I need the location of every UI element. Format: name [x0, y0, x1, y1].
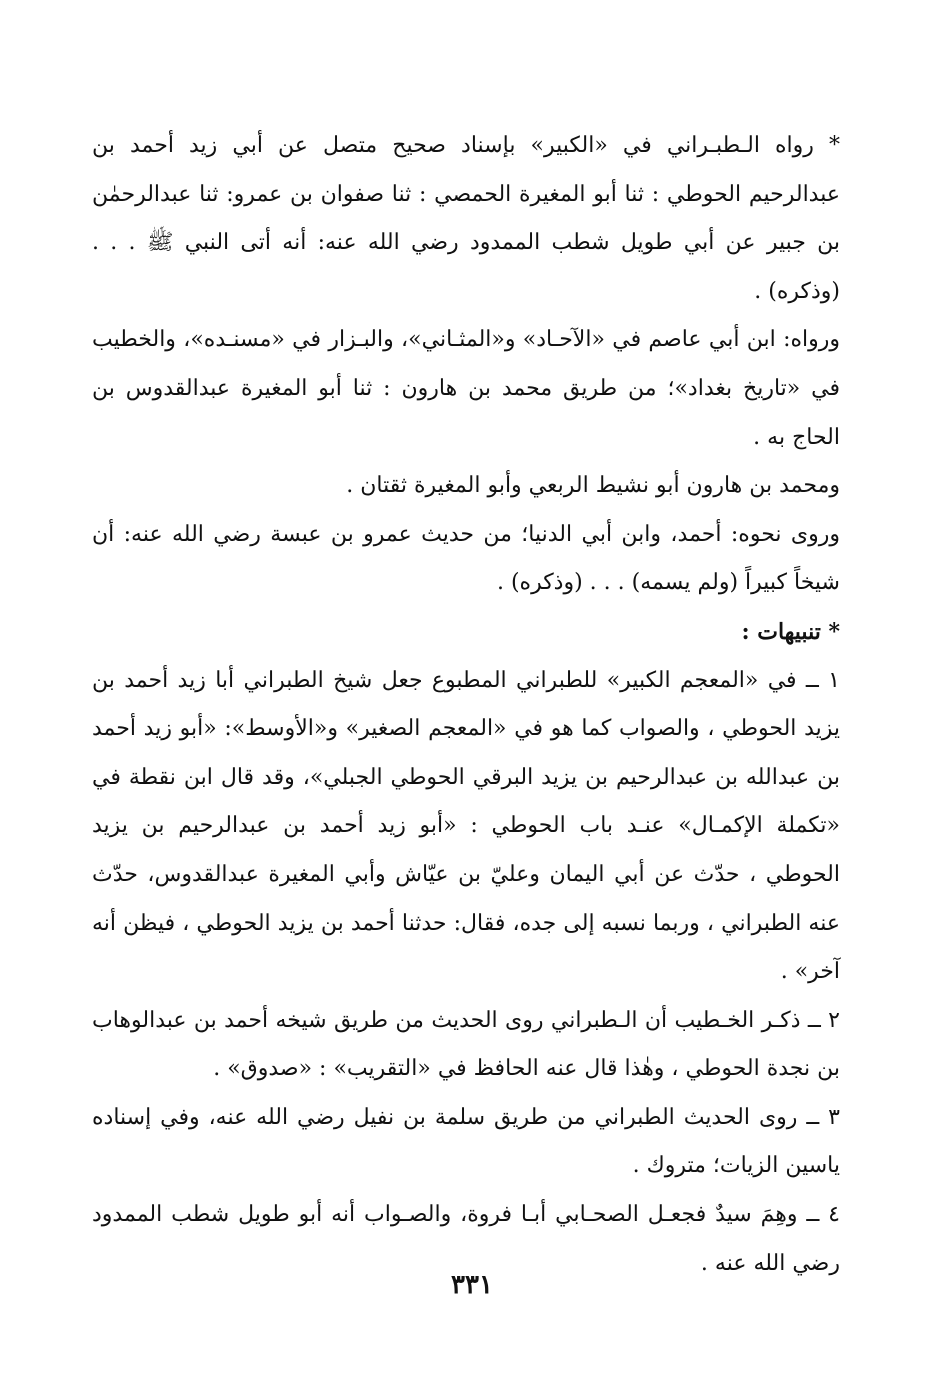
paragraph-other-narrators: ورواه: ابن أبي عاصم في «الآحـاد» و«المثـاني»، والبـزار في «مسنـده»، والخطيب في «تاريخ بغداد»؛ من طريق محمد بن هارون : ثنا أبو المغيرة عبدالقدوس بن الحاج به . [92, 327, 840, 450]
note-4: ٤ ــ وهِمَ سيدٌ فجعـل الصحـابي أبـا فروة، والصـواب أنه أبو طويل شطب الممدود رضي الله عنه . [92, 1202, 840, 1276]
page-body [92, 122, 840, 1288]
paragraph-tabarani-narration: * رواه الـطبـراني في «الكبير» بإسناد صحيح متصل عن أبي زيد أحمد بن عبدالرحيم الحوطي : ثنا أبو المغيرة الحمصي : ثنا صفوان بن عمرو: ثنا عبدالرحمٰن بن جبير عن أبي طويل شطب الممدود رضي الله عنه: أنه أتى النبي ﷺ . . . (وذكره) . [92, 133, 840, 304]
notes-heading: * تنبيهات : [741, 618, 840, 645]
note-3: ٣ ــ روى الحديث الطبراني من طريق سلمة بن نفيل رضي الله عنه، وفي إسناده ياسين الزيات؛ متروك . [92, 1104, 840, 1179]
note-1: ١ ــ في «المعجم الكبير» للطبراني المطبوع جعل شيخ الطبراني أبا زيد أحمد بن يزيد الحوطي ، والصواب كما هو في «المعجم الصغير» و«الأوسط»: «أبو زيد أحمد بن عبدالله بن عبدالرحيم بن يزيد البرقي الحوطي الجبلي»، وقد قال ابن نقطة في «تكملة الإكمـال» عنـد باب الحوطي : «أبو زيد أحمد بن عبدالرحيم بن يزيد الحوطي ، حدّث عن أبي اليمان وعليّ بن عيّاش وأبي المغيرة عبدالقدوس، حدّث عنه الطبراني ، وربما نسبه إلى جده، فقال: حدثنا أحمد بن يزيد الحوطي ، فيظن أنه آخر» . [92, 667, 840, 985]
page-number: ٣٣١ [451, 1270, 493, 1300]
note-2: ٢ ــ ذكـر الخـطيب أن الـطبراني روى الحديث من طريق شيخه أحمد بن عبدالوهاب بن نجدة الحوطي ، وهٰذا قال عنه الحافظ في «التقريب» : «صدوق» . [92, 1007, 840, 1082]
paragraph-similar-narration: وروى نحوه: أحمد، وابن أبي الدنيا؛ من حديث عمرو بن عبسة رضي الله عنه: أن شيخاً كبيراً (ولم يسمه) . . . (وذكره) . [92, 521, 840, 596]
paragraph-narrators-trustworthy: ومحمد بن هارون أبو نشيط الربعي وأبو المغيرة ثقتان . [346, 473, 840, 499]
